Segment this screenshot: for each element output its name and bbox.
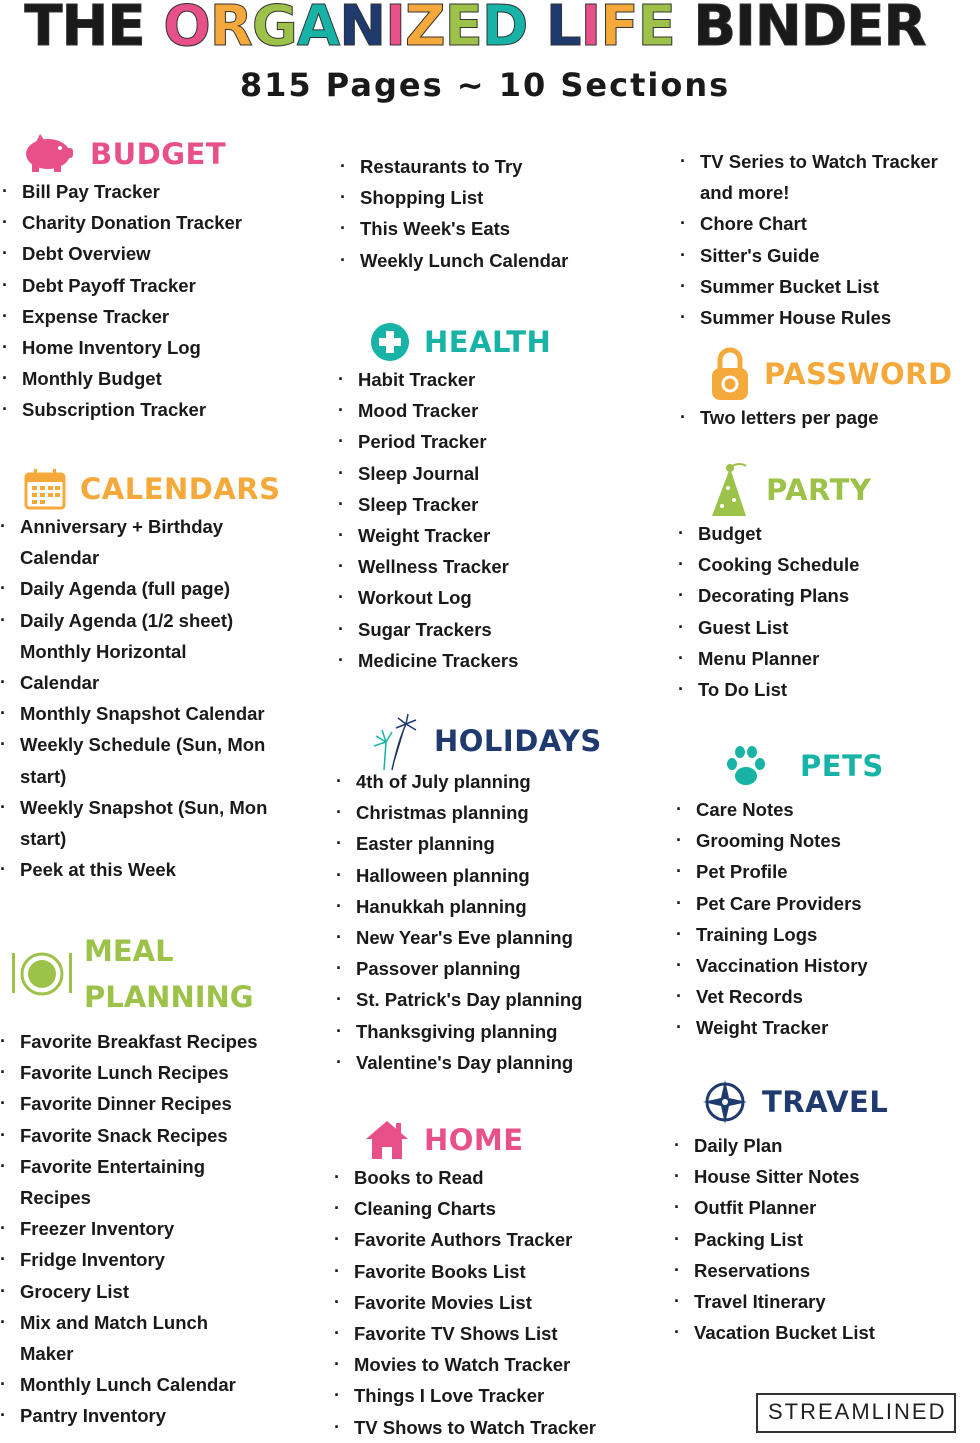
list-item: · Mix and Match Lunch [0,1307,300,1338]
health-list [338,364,638,676]
list-item: Recipes [20,1187,91,1209]
section-pets [676,738,976,1044]
section-header [680,346,980,402]
list-item: · Freezer Inventory [0,1213,300,1244]
list-item: · Summer Bucket List [680,271,980,302]
list-item: · Weight Tracker [676,1012,976,1043]
list-item: · Monthly Budget [2,363,302,394]
brand-stamp: STREAMLINED [756,1393,956,1433]
title-letter: R [209,0,252,59]
list-item: · Weekly Schedule (Sun, Mon [0,729,300,760]
list-item: · Charity Donation Tracker [2,207,302,238]
list-item: · Favorite Breakfast Recipes [0,1026,300,1057]
list-item: · Favorite Movies List [334,1287,654,1318]
list-item: · This Week's Eats [340,213,640,244]
home-list [334,1162,654,1443]
section-home-continued [680,146,980,333]
plate-icon [10,949,74,999]
list-item: · Grooming Notes [676,825,976,856]
list-item: · Valentine's Day planning [336,1047,636,1078]
list-item: · Pet Care Providers [676,888,976,919]
section-calendars [0,467,300,885]
list-item: · Workout Log [338,582,638,613]
list-item: · Sleep Journal [338,458,638,489]
section-header [0,467,300,511]
list-item: · St. Patrick's Day planning [336,984,636,1015]
list-item: · Pet Profile [676,856,976,887]
piggy-bank-icon [18,134,76,174]
list-item: · Sugar Trackers [338,614,638,645]
title-letter: I [580,0,601,59]
list-item: · Guest List [678,612,978,643]
holidays-list [336,766,636,1078]
list-item: · Restaurants to Try [340,151,640,182]
section-title: HOLIDAYS [434,724,602,758]
list-item: · Summer House Rules [680,302,980,333]
list-item: · Anniversary + Birthday [0,511,300,542]
meal-list [0,1026,300,1432]
list-item: · Monthly Lunch Calendar [0,1369,300,1400]
list-item: · To Do List [678,674,978,705]
list-item: · Hanukkah planning [336,891,636,922]
title-letter: Z [404,0,445,59]
list-item: · Easter planning [336,828,636,859]
list-item: and more! [700,182,790,204]
section-title-line1: MEAL [84,934,174,968]
title-letter: G [251,0,297,59]
section-header [2,132,302,176]
list-item: · Daily Plan [674,1130,974,1161]
section-title: HEALTH [424,325,552,359]
title-letter: A [296,0,340,59]
section-title: PARTY [766,473,872,507]
list-item: · Daily Agenda (full page) [0,573,300,604]
list-item: · Daily Agenda (1/2 sheet) [0,605,300,636]
section-header [336,712,636,770]
list-item: · Sleep Tracker [338,489,638,520]
list-item: Monthly Horizontal [20,640,187,662]
list-item: · Favorite Books List [334,1256,654,1287]
list-item: · Sitter's Guide [680,240,980,271]
section-header [674,1074,974,1130]
list-item: · TV Shows to Watch Tracker [334,1412,654,1443]
section-header [678,462,978,518]
list-item: · Mood Tracker [338,395,638,426]
list-item: · Training Logs [676,919,976,950]
section-header [0,928,300,1020]
list-item: · Bill Pay Tracker [2,176,302,207]
title-suffix: BINDER [693,0,926,59]
list-item: · Packing List [674,1224,974,1255]
list-item: · Favorite Lunch Recipes [0,1057,300,1088]
list-item: · Home Inventory Log [2,332,302,363]
list-item: start) [20,765,67,787]
list-item: · New Year's Eve planning [336,922,636,953]
section-title: TRAVEL [762,1085,889,1119]
title-letter: E [444,0,482,59]
fireworks-icon [364,712,420,770]
title-letter: E [637,0,675,59]
calendars-list [0,511,300,885]
list-item: · Favorite TV Shows List [334,1318,654,1349]
party-hat-icon [708,462,752,518]
section-party [678,462,978,705]
title-letter: N [339,0,386,59]
section-health [338,320,638,676]
list-item: · Favorite Snack Recipes [0,1120,300,1151]
section-budget [2,132,302,426]
section-home [334,1118,654,1443]
title-prefix: THE [24,0,145,59]
title-colored-word [163,0,675,59]
list-item: · Favorite Entertaining [0,1151,300,1182]
party-list [678,518,978,705]
section-title: PASSWORD [764,357,953,391]
section-holidays [336,712,636,1078]
list-item: · Shopping List [340,182,640,213]
section-title-line2: PLANNING [84,980,254,1014]
list-item: · Monthly Snapshot Calendar [0,698,300,729]
list-item: · 4th of July planning [336,766,636,797]
list-item: · Favorite Dinner Recipes [0,1088,300,1119]
list-item: · Vacation Bucket List [674,1317,974,1348]
list-item: · Peek at this Week [0,854,300,885]
section-header [334,1118,654,1162]
list-item: · Expense Tracker [2,301,302,332]
list-item: · TV Series to Watch Tracker [680,146,980,177]
section-meal-planning-continued [340,151,640,276]
list-item: · Reservations [674,1255,974,1286]
list-item: · Books to Read [334,1162,654,1193]
title-letter [527,0,546,59]
section-header [338,320,638,364]
list-item: · Subscription Tracker [2,394,302,425]
list-item: · Chore Chart [680,208,980,239]
list-item: · Outfit Planner [674,1192,974,1223]
list-item: · Vaccination History [676,950,976,981]
list-item: · Pantry Inventory [0,1400,300,1431]
list-item: · Debt Payoff Tracker [2,270,302,301]
list-item: · Movies to Watch Tracker [334,1349,654,1380]
list-item: Maker [20,1343,74,1365]
section-title: PETS [800,749,884,783]
list-item: · Thanksgiving planning [336,1016,636,1047]
list-item: · Calendar [0,667,300,698]
list-item: · Budget [678,518,978,549]
list-item: · Christmas planning [336,797,636,828]
section-title: BUDGET [90,137,227,171]
list-item: · Menu Planner [678,643,978,674]
list-item: · Weight Tracker [338,520,638,551]
list-item: · Travel Itinerary [674,1286,974,1317]
budget-list [2,176,302,426]
medical-cross-icon [370,322,410,362]
list-item: · Debt Overview [2,238,302,269]
list-item: · Weekly Lunch Calendar [340,245,640,276]
section-travel [674,1074,974,1348]
section-meal-planning [0,928,300,1432]
list-item: · Fridge Inventory [0,1244,300,1275]
list-item: Calendar [20,547,100,569]
list-item: · Things I Love Tracker [334,1380,654,1411]
title-letter: D [481,0,528,59]
main-title [0,0,950,59]
list-item: · Grocery List [0,1276,300,1307]
section-password [680,346,980,433]
list-item: · Habit Tracker [338,364,638,395]
title-letter: O [163,0,210,59]
list-item: · Cooking Schedule [678,549,978,580]
title-letter: F [600,0,638,59]
calendar-icon [24,468,66,510]
list-item: · House Sitter Notes [674,1161,974,1192]
section-title: HOME [424,1123,524,1157]
section-header [676,738,976,794]
compass-icon [702,1079,748,1125]
home-list-continued [680,146,980,333]
padlock-icon [710,346,750,402]
title-letter: I [385,0,405,59]
list-item: · Favorite Authors Tracker [334,1224,654,1255]
section-title: CALENDARS [80,472,281,506]
paw-icon [724,744,768,788]
list-item: · Halloween planning [336,860,636,891]
subtitle: 815 Pages ~ 10 Sections [239,66,731,104]
pets-list [676,794,976,1044]
list-item: · Wellness Tracker [338,551,638,582]
list-item: · Cleaning Charts [334,1193,654,1224]
title-letter: L [545,0,581,59]
list-item: · Passover planning [336,953,636,984]
house-icon [364,1119,410,1161]
meal-list-continued [340,151,640,276]
list-item: · Vet Records [676,981,976,1012]
list-item: start) [20,828,67,850]
list-item: · Care Notes [676,794,976,825]
list-item: · Weekly Snapshot (Sun, Mon [0,792,300,823]
travel-list [674,1130,974,1348]
password-list [680,402,980,433]
list-item: · Decorating Plans [678,580,978,611]
list-item: · Medicine Trackers [338,645,638,676]
list-item: · Period Tracker [338,426,638,457]
list-item: · Two letters per page [680,402,980,433]
